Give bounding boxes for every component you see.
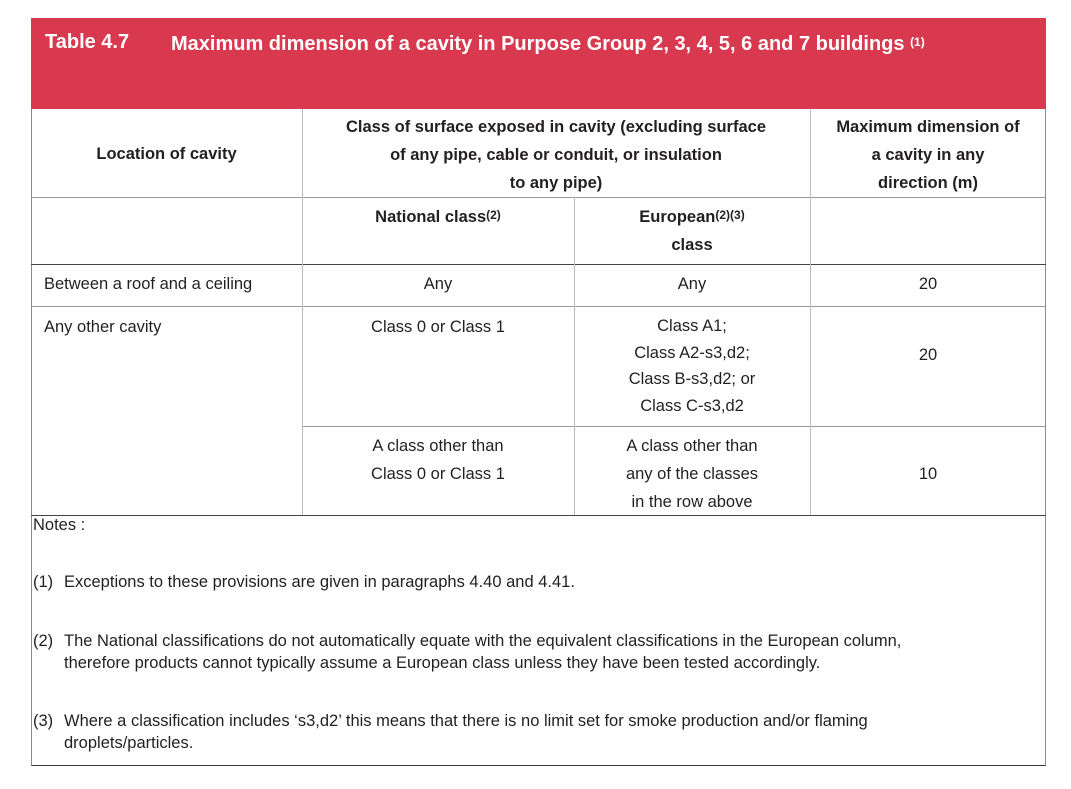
row2-european xyxy=(574,313,810,419)
row3-european-line1: A class other than xyxy=(626,437,758,455)
table-notes-divider xyxy=(31,515,1046,516)
header-max-line3: direction (m) xyxy=(878,174,978,192)
header-class-surface xyxy=(302,113,810,197)
note-2-line1: The National classifications do not automatically equate with the equivalent classifications in the European column, xyxy=(64,632,902,650)
header-european-line2: class xyxy=(671,236,713,254)
note-1-text: Exceptions to these provisions are given in paragraphs 4.40 and 4.41. xyxy=(64,573,575,591)
row1-national: Any xyxy=(423,275,453,293)
row1-european: Any xyxy=(677,275,707,293)
table-title-footnote-ref: (1) xyxy=(910,35,925,49)
table-title xyxy=(171,31,991,58)
note-1 xyxy=(33,571,1033,593)
note-2-number: (2) xyxy=(33,632,54,650)
row-divider-2 xyxy=(302,426,1046,427)
row3-national xyxy=(302,432,574,488)
table-number: Table 4.7 xyxy=(45,31,130,53)
row3-european xyxy=(574,432,810,516)
note-3-number: (3) xyxy=(33,712,54,730)
notes-heading: Notes : xyxy=(33,516,86,534)
header-class-surface-line1: Class of surface exposed in cavity (excluding surface xyxy=(346,118,766,136)
header-max-line1: Maximum dimension of xyxy=(836,118,1020,136)
header-class-surface-line3: to any pipe) xyxy=(509,174,603,192)
note-1-number: (1) xyxy=(33,573,54,591)
header-location: Location of cavity xyxy=(96,145,237,163)
row2-location: Any other cavity xyxy=(44,318,162,336)
note-2-line2: therefore products cannot typically assume a European class unless they have been tested accordingly. xyxy=(64,654,821,672)
header-european-class xyxy=(574,203,810,259)
header-european-text: European xyxy=(639,208,716,226)
note-3 xyxy=(33,710,1033,754)
header-divider xyxy=(31,197,1046,198)
header-max-line2: a cavity in any xyxy=(871,146,985,164)
row3-max: 10 xyxy=(918,465,938,483)
table-title-text: Maximum dimension of a cavity in Purpose Group 2, 3, 4, 5, 6 and 7 buildings xyxy=(171,33,905,55)
row-divider-1 xyxy=(31,306,1046,307)
header-national-ref: (2) xyxy=(486,208,501,222)
row3-national-line1: A class other than xyxy=(372,437,504,455)
header-max-dimension xyxy=(810,113,1046,197)
note-3-line1: Where a classification includes ‘s3,d2’ this means that there is no limit set for smoke production and/or flaming xyxy=(64,712,868,730)
row3-national-line2: Class 0 or Class 1 xyxy=(371,465,505,483)
row2-european-line3: Class B-s3,d2; or xyxy=(628,370,756,388)
note-2 xyxy=(33,630,1033,674)
row2-national: Class 0 or Class 1 xyxy=(371,318,505,336)
header-national-class xyxy=(302,203,574,231)
note-3-line2: droplets/particles. xyxy=(64,734,194,752)
row3-european-line3: in the row above xyxy=(631,493,753,511)
row2-max: 20 xyxy=(918,346,938,364)
row2-european-line2: Class A2-s3,d2; xyxy=(634,343,750,362)
row1-location: Between a roof and a ceiling xyxy=(44,275,253,293)
row2-european-line4: Class C-s3,d2 xyxy=(640,396,744,415)
row3-european-line2: any of the classes xyxy=(625,465,759,483)
row1-max: 20 xyxy=(918,275,938,293)
row2-european-line1: Class A1; xyxy=(657,317,727,335)
header-national-text: National class xyxy=(375,208,487,226)
table-header-bar xyxy=(31,18,1046,109)
header-european-ref: (2)(3) xyxy=(715,208,745,222)
header-class-surface-line2: of any pipe, cable or conduit, or insulation xyxy=(390,146,722,164)
subheader-divider xyxy=(31,264,1046,265)
